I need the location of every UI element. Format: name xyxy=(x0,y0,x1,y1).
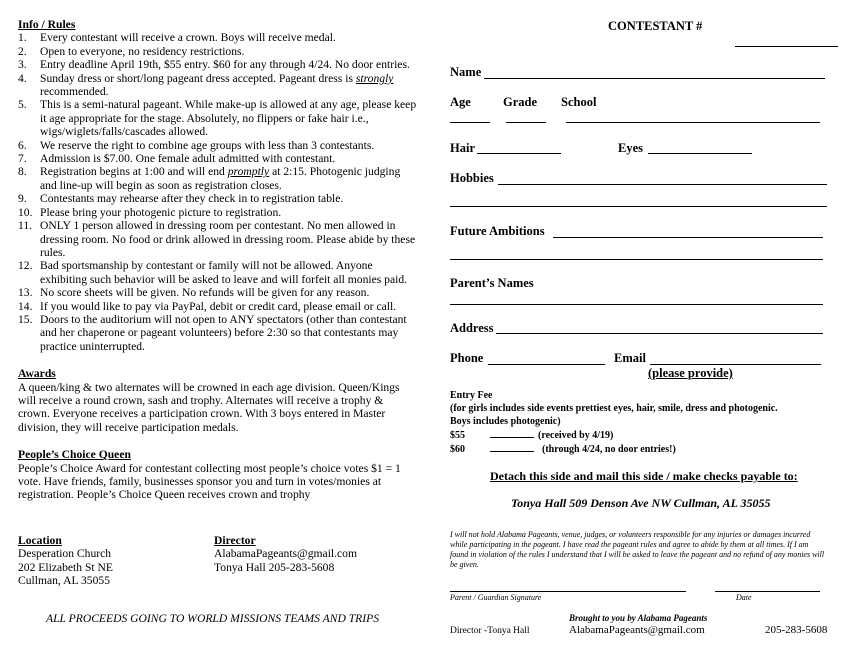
school-label: School xyxy=(561,95,597,109)
hobbies-field-2[interactable] xyxy=(450,206,827,207)
rule-number: 14. xyxy=(18,299,33,313)
entry-fee-heading: Entry Fee xyxy=(450,390,493,401)
hair-field[interactable] xyxy=(477,153,561,154)
please-provide-note: (please provide) xyxy=(648,366,733,380)
rule-number: 13. xyxy=(18,286,33,300)
emphasis: promptly xyxy=(227,165,270,179)
rule-item xyxy=(18,300,418,313)
grade-field[interactable] xyxy=(506,122,546,123)
age-label: Age xyxy=(450,95,471,109)
rules-list xyxy=(18,31,418,353)
rule-item xyxy=(18,192,418,205)
rule-number: 7. xyxy=(18,152,27,166)
director-heading: Director xyxy=(214,534,256,547)
rule-number: 9. xyxy=(18,192,27,206)
rule-number: 11. xyxy=(18,219,33,233)
rule-item xyxy=(18,31,418,44)
fee-60: $60 xyxy=(450,444,465,455)
hobbies-label: Hobbies xyxy=(450,171,494,185)
rule-text: ONLY 1 person allowed in dressing room per contestant. No men allowed in dressing room. No food or drink allowed in dressing room. Please abide by these rules. xyxy=(40,219,416,259)
date-field[interactable] xyxy=(715,591,820,592)
future-ambitions-label: Future Ambitions xyxy=(450,224,545,238)
rule-item xyxy=(18,219,418,259)
rules-column xyxy=(18,18,418,502)
rule-number: 6. xyxy=(18,138,27,152)
rule-number: 12. xyxy=(18,259,33,273)
future-ambitions-field-2[interactable] xyxy=(450,259,823,260)
location-line: 202 Elizabeth St NE xyxy=(18,560,113,574)
eyes-label: Eyes xyxy=(618,141,643,155)
location-block xyxy=(18,534,113,588)
rule-text: Every contestant will receive a crown. Boys will receive medal. xyxy=(40,31,336,45)
detach-instruction: Detach this side and mail this side / make checks payable to: xyxy=(490,469,798,483)
signature-field[interactable] xyxy=(450,591,686,592)
rule-number: 3. xyxy=(18,58,27,72)
hair-label: Hair xyxy=(450,141,475,155)
address-label: Address xyxy=(450,321,494,335)
rule-text: Registration begins at 1:00 and will end xyxy=(40,165,228,179)
rule-number: 8. xyxy=(18,165,27,179)
proceeds-note: ALL PROCEEDS GOING TO WORLD MISSIONS TEAMS AND TRIPS xyxy=(46,612,380,625)
rule-item xyxy=(18,98,418,138)
entry-fee-block xyxy=(450,389,778,456)
eyes-field[interactable] xyxy=(648,153,752,154)
email-field[interactable] xyxy=(650,364,821,365)
future-ambitions-field[interactable] xyxy=(553,237,823,238)
phone-field[interactable] xyxy=(488,364,605,365)
rule-item xyxy=(18,45,418,58)
rule-text: We reserve the right to combine age groups with less than 3 contestants. xyxy=(40,138,375,152)
fee-60-field[interactable] xyxy=(490,442,534,452)
director-email: AlabamaPageants@gmail.com xyxy=(214,547,357,561)
name-label: Name xyxy=(450,65,482,79)
date-label: Date xyxy=(736,593,752,602)
payable-address: Tonya Hall 509 Denson Ave NW Cullman, AL 35055 xyxy=(511,496,771,510)
location-line: Cullman, AL 35055 xyxy=(18,574,110,588)
email-label: Email xyxy=(614,351,646,365)
name-field[interactable] xyxy=(484,78,825,79)
brought-by: Brought to you by Alabama Pageants xyxy=(569,613,708,623)
rule-number: 10. xyxy=(18,205,33,219)
rule-item xyxy=(18,72,418,99)
footer-director: Director -Tonya Hall xyxy=(450,626,530,636)
entry-fee-desc: (for girls includes side events prettiest eyes, hair, smile, dress and photogenic. xyxy=(450,403,778,414)
rule-text: at 2:15. Photogenic judging and line-up will begin as soon as registration closes. xyxy=(40,165,401,192)
rule-item xyxy=(18,206,418,219)
awards-heading: Awards xyxy=(18,367,56,381)
school-field[interactable] xyxy=(566,122,820,123)
rule-item xyxy=(18,58,418,71)
rule-item xyxy=(18,313,418,353)
rule-number: 1. xyxy=(18,31,27,45)
rule-item xyxy=(18,152,418,165)
contestant-number-field[interactable] xyxy=(735,46,838,47)
peoples-choice-heading: People’s Choice Queen xyxy=(18,448,131,462)
fee-60-note: (through 4/24, no door entries!) xyxy=(542,444,676,455)
director-block xyxy=(214,534,357,574)
rule-item xyxy=(18,259,418,286)
signature-label: Parent / Guardian Signature xyxy=(450,593,542,602)
grade-label: Grade xyxy=(503,95,538,109)
rule-text: If you would like to pay via PayPal, debit or credit card, please email or call. xyxy=(40,299,397,313)
awards-text: A queen/king & two alternates will be crowned in each age division. Queen/Kings will receive a round crown, sash and trophy. Alternates will receive a trophy & crown. Everyone receives a participation crown. With 3 boys entered in Master division, they will receive participation medals. xyxy=(18,380,400,434)
footer-email: AlabamaPageants@gmail.com xyxy=(569,624,705,636)
rule-number: 4. xyxy=(18,71,27,85)
rule-item xyxy=(18,165,418,192)
hobbies-field[interactable] xyxy=(498,184,827,185)
fee-55-note: (received by 4/19) xyxy=(538,430,614,441)
rule-text: Sunday dress or short/long pageant dress accepted. Pageant dress is xyxy=(40,71,356,85)
rule-text: Open to everyone, no residency restrictions. xyxy=(40,44,245,58)
location-heading: Location xyxy=(18,534,62,547)
footer-phone: 205-283-5608 xyxy=(765,624,828,636)
waiver-text: I will not hold Alabama Pageants, venue, judges, or volunteers responsible for any injuries or damages incurred while participating in the pageant. I have read the pageant rules and agree to abide by them at all times. If I am found in violation of the rules I understand that I will be asked to leave the pageant and no refund of any monies will be given. xyxy=(450,530,825,569)
location-line: Desperation Church xyxy=(18,547,112,561)
parents-label: Parent’s Names xyxy=(450,276,534,290)
rule-text: recommended. xyxy=(40,85,109,99)
rule-item xyxy=(18,139,418,152)
rule-item xyxy=(18,286,418,299)
fee-55-field[interactable] xyxy=(490,428,534,438)
rule-number: 15. xyxy=(18,312,33,326)
fee-55: $55 xyxy=(450,430,465,441)
rule-text: Please bring your photogenic picture to registration. xyxy=(40,205,282,219)
age-field[interactable] xyxy=(450,122,490,123)
rule-text: Contestants may rehearse after they check in to registration table. xyxy=(40,192,344,206)
director-phone: Tonya Hall 205-283-5608 xyxy=(214,560,335,574)
rule-text: Admission is $7.00. One female adult admitted with contestant. xyxy=(40,152,336,166)
rule-text: Doors to the auditorium will not open to ANY spectators (other than contestant and her chaperone or pageant volunteers) before 2:30 so that contestants may practice uninterrupted. xyxy=(40,312,407,353)
entry-fee-desc: Boys includes photogenic) xyxy=(450,416,561,427)
rule-text: Entry deadline April 19th, $55 entry. $60 for any through 4/24. No door entries. xyxy=(40,58,410,72)
contestant-number-label: CONTESTANT # xyxy=(608,19,703,33)
address-field[interactable] xyxy=(496,333,823,334)
rule-text: This is a semi-natural pageant. While make-up is allowed at any age, please keep it age appropriate for the stage. Absolutely, no flippers or fake hair i.e., wigs/wiglets/falls/cascades allowed. xyxy=(40,98,417,139)
phone-label: Phone xyxy=(450,351,484,365)
emphasis: strongly xyxy=(355,71,394,85)
rule-text: Bad sportsmanship by contestant or family will not be allowed. Anyone exhibiting such behavior will be asked to leave and will forfeit all monies paid. xyxy=(40,259,408,286)
info-heading: Info / Rules xyxy=(18,18,76,31)
peoples-choice-text: People’s Choice Award for contestant collecting most people’s choice votes $1 = 1 vote. Have friends, family, businesses sponsor you and turn in votes/monies at registration. People’s Choice Queen receives crown and trophy xyxy=(18,461,401,502)
rule-text: No score sheets will be given. No refunds will be given for any reason. xyxy=(40,286,370,300)
rule-number: 2. xyxy=(18,44,27,58)
rule-number: 5. xyxy=(18,98,27,112)
parents-field[interactable] xyxy=(450,304,823,305)
